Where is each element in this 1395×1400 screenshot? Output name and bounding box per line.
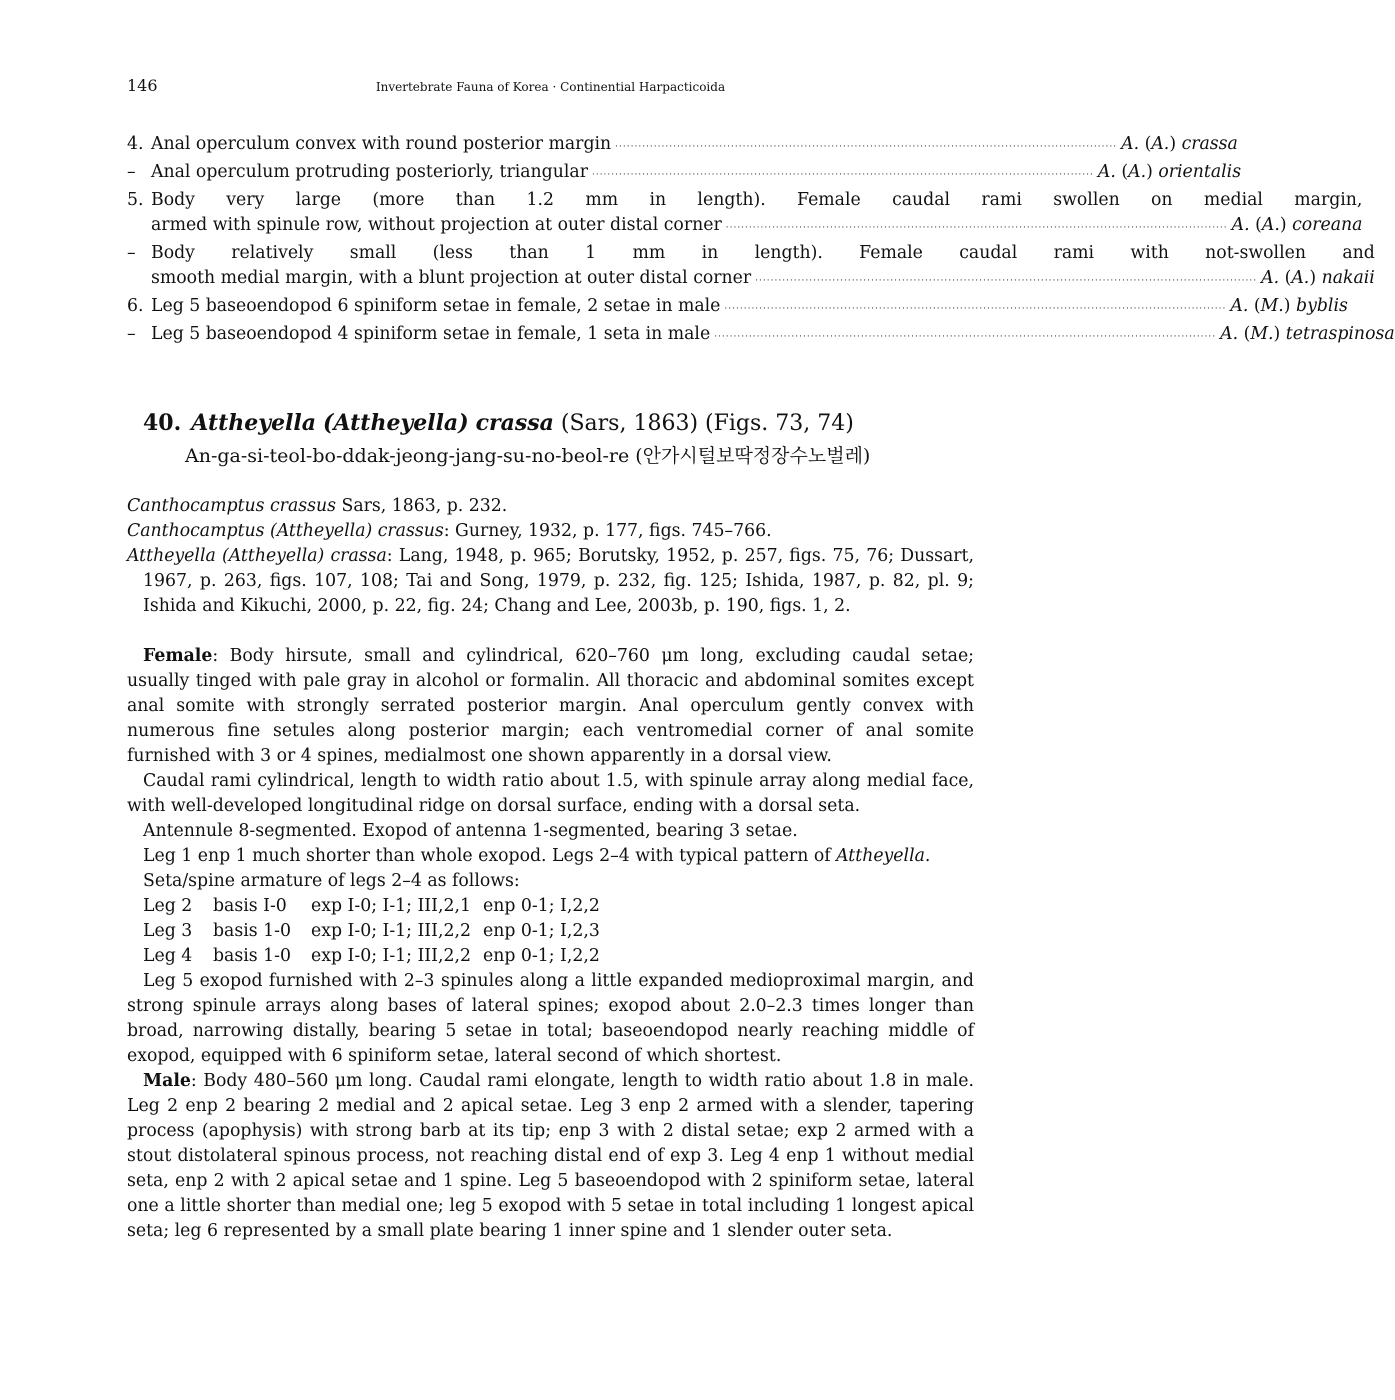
synonymy-entry: Canthocamptus crassus Sars, 1863, p. 232.	[127, 496, 508, 516]
key-couplet	[127, 188, 1363, 241]
key-mark: 6.	[127, 296, 144, 316]
male-paragraph: Male: Body 480–560 μm long. Caudal rami elongate, length to width ratio about 1.8 in male. Leg 2 enp 2 bearing 2 medial and 2 apical setae. Leg 3 enp 2 armed with a slender, tapering process (apophysis) with strong barb at its tip; enp 3 with 2 distal setae; exp 2 armed with a stout distolateral spinous process, not reaching distal end of exp 3. Leg 4 enp 1 without medial seta, enp 2 with 2 apical setae and 1 spine. Leg 5 baseoendopod with 2 spiniform setae, lateral one a little shorter than medial one; leg 5 exopod with 5 setae in total including 1 longest apical seta; leg 6 represented by a small plate bearing 1 inner spine and 1 slender outer seta.	[127, 1071, 974, 1241]
armature-table	[127, 894, 974, 969]
key-mark: –	[127, 324, 136, 344]
running-title: Invertebrate Fauna of Korea · Continential Harpacticoida	[375, 80, 726, 94]
key-line	[151, 266, 1375, 294]
key-line	[151, 322, 1395, 350]
key-couplet	[127, 294, 1348, 322]
leader-dots: ··································································································································	[724, 304, 1227, 314]
species-genus: Attheyella	[191, 410, 317, 436]
armature-row: Leg 2 basis I-0 exp I-0; I-1; III,2,1 enp 0-1; I,2,2	[143, 896, 600, 916]
page-number: 146	[127, 76, 158, 95]
species-author: (Sars, 1863) (Figs. 73, 74)	[560, 411, 854, 436]
species-korean-name: An-ga-si-teol-bo-ddak-jeong-jang-su-no-beol-re (안가시털보딱정장수노벌레)	[185, 445, 871, 467]
key-couplet	[127, 241, 1375, 294]
key-text: smooth medial margin, with a blunt projection at outer distal corner	[151, 268, 752, 288]
leader-dots: ··································································································································	[591, 170, 1094, 180]
armature-row: Leg 4 basis 1-0 exp I-0; I-1; III,2,2 enp 0-1; I,2,2	[143, 946, 600, 966]
leader-dots: ··································································································································	[615, 142, 1118, 152]
key-text: Anal operculum convex with round posterior margin	[151, 134, 612, 154]
key-text: armed with spinule row, without projection at outer distal corner	[151, 215, 722, 235]
key-line	[151, 294, 1348, 322]
synonymy-entry: Attheyella (Attheyella) crassa: Lang, 1948, p. 965; Borutsky, 1952, p. 257, figs. 75, 76; Dussart, 1967, p. 263, figs. 107, 108; Tai and Song, 1979, p. 232, fig. 125; Ishida, 1987, p. 82, pl. 9; Ishida and Kikuchi, 2000, p. 22, fig. 24; Chang and Lee, 2003b, p. 190, figs. 1, 2.	[127, 546, 974, 616]
key-text: Body relatively small (less than 1 mm in length). Female caudal rami with not-swollen and	[151, 243, 1375, 263]
armature-intro: Seta/spine armature of legs 2–4 as follows:	[143, 871, 520, 891]
key-result: A. (M.) byblis	[1230, 296, 1348, 316]
key-mark: 5.	[127, 190, 144, 210]
leader-dots: ··································································································································	[725, 223, 1228, 233]
leg5-paragraph: Leg 5 exopod furnished with 2–3 spinules along a little expanded medioproximal margin, and strong spinule arrays along bases of lateral spines; exopod about 2.0–2.3 times longer than broad, narrowing distally, bearing 5 setae in total; baseoendopod nearly reaching middle of exopod, equipped with 6 spiniform setae, lateral second of which shortest.	[127, 971, 974, 1066]
key-line	[151, 160, 1241, 188]
key-result: A. (A.) nakaii	[1261, 268, 1375, 288]
key-text: Anal operculum protruding posteriorly, triangular	[151, 162, 588, 182]
key-result: A. (A.) crassa	[1121, 134, 1238, 154]
key-couplet	[127, 160, 1242, 188]
key-mark: –	[127, 243, 136, 263]
leader-dots: ··································································································································	[714, 332, 1217, 342]
caudal-rami-paragraph: Caudal rami cylindrical, length to width ratio about 1.5, with spinule array along medial face, with well-developed longitudinal ridge on dorsal surface, ending with a dorsal seta.	[127, 771, 974, 816]
species-number: 40.	[143, 410, 182, 436]
leg1-paragraph: Leg 1 enp 1 much shorter than whole exopod. Legs 2–4 with typical pattern of Attheyella.	[143, 846, 931, 866]
antennule-paragraph: Antennule 8-segmented. Exopod of antenna 1-segmented, bearing 3 setae.	[143, 821, 798, 841]
key-text: Body very large (more than 1.2 mm in length). Female caudal rami swollen on medial margin,	[151, 190, 1363, 210]
leader-dots: ··································································································································	[755, 276, 1258, 286]
species-subgenus: (Attheyella)	[323, 410, 469, 436]
key-line	[151, 132, 1238, 160]
species-heading	[143, 408, 854, 439]
key-result: A. (A.) coreana	[1231, 215, 1363, 235]
key-mark: 4.	[127, 134, 144, 154]
key-result: A. (M.) tetraspinosa	[1220, 324, 1395, 344]
synonymy-entry: Canthocamptus (Attheyella) crassus: Gurney, 1932, p. 177, figs. 745–766.	[127, 521, 772, 541]
species-epithet: crassa	[475, 410, 554, 436]
running-header	[127, 72, 974, 102]
key-line	[151, 213, 1362, 241]
key-couplet	[127, 322, 1395, 350]
key-couplet	[127, 132, 1238, 160]
key-text: Leg 5 baseoendopod 4 spiniform setae in female, 1 seta in male	[151, 324, 711, 344]
identification-key	[127, 132, 1395, 350]
key-text: Leg 5 baseoendopod 6 spiniform setae in female, 2 setae in male	[151, 296, 721, 316]
key-result: A. (A.) orientalis	[1097, 162, 1242, 182]
female-paragraph: Female: Body hirsute, small and cylindrical, 620–760 μm long, excluding caudal setae; usually tinged with pale gray in alcohol or formalin. All thoracic and abdominal somites except anal somite with strongly serrated posterior margin. Anal operculum gently convex with numerous fine setules along posterior margin; each ventromedial corner of anal somite furnished with 3 or 4 spines, medialmost one shown apparently in a dorsal view.	[127, 646, 974, 766]
synonymy-list	[127, 494, 974, 619]
armature-row: Leg 3 basis 1-0 exp I-0; I-1; III,2,2 enp 0-1; I,2,3	[143, 921, 600, 941]
species-description	[127, 644, 974, 1244]
key-mark: –	[127, 162, 136, 182]
